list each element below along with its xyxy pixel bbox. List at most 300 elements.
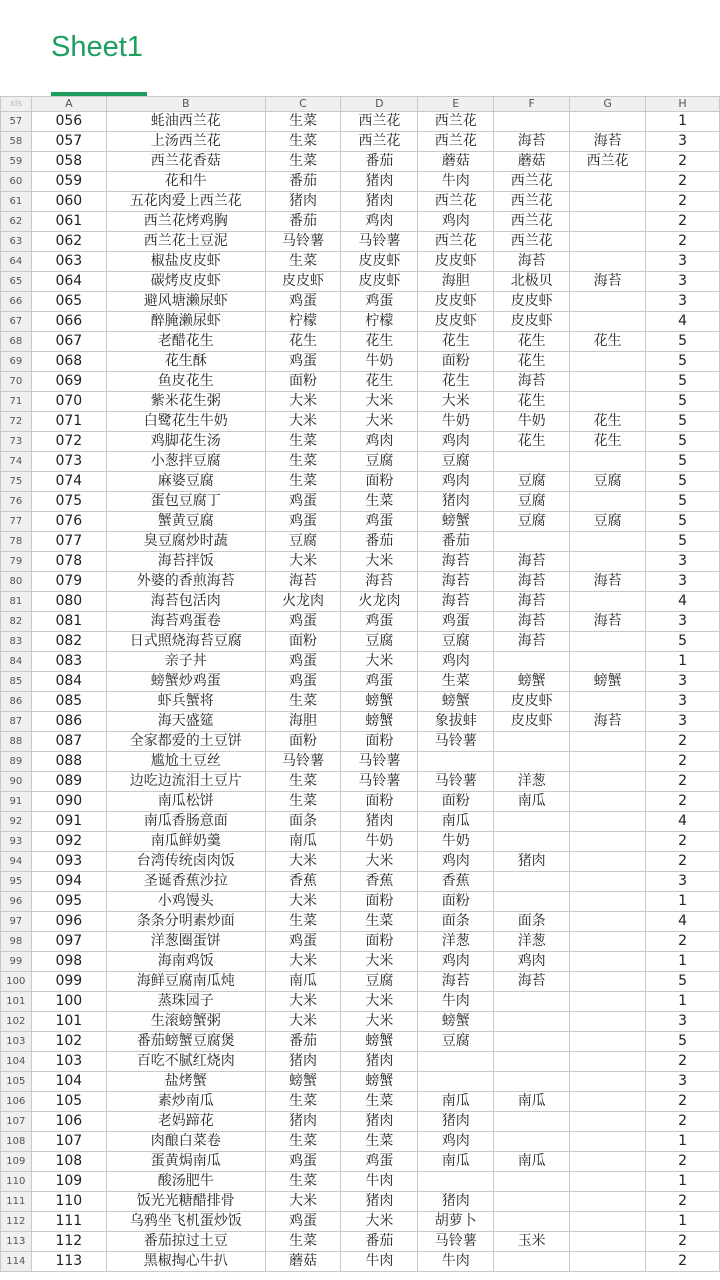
cell-f[interactable]: 面条 (494, 912, 570, 932)
cell-f[interactable] (494, 752, 570, 772)
cell-b[interactable]: 日式照烧海苔豆腐 (107, 632, 265, 652)
cell-d[interactable]: 面粉 (341, 792, 418, 812)
row-number[interactable]: 96 (1, 892, 32, 912)
cell-h[interactable]: 2 (646, 1052, 720, 1072)
cell-b[interactable]: 尴尬土豆丝 (107, 752, 265, 772)
cell-e[interactable]: 马铃薯 (418, 732, 494, 752)
cell-g[interactable] (570, 532, 646, 552)
cell-f[interactable] (494, 1212, 570, 1232)
row-number[interactable]: 80 (1, 572, 32, 592)
cell-g[interactable] (570, 1152, 646, 1172)
cell-e[interactable]: 西兰花 (418, 112, 494, 132)
cell-h[interactable]: 5 (646, 432, 720, 452)
cell-g[interactable] (570, 252, 646, 272)
row-number[interactable]: 77 (1, 512, 32, 532)
cell-e[interactable]: 象拔蚌 (418, 712, 494, 732)
row-number[interactable]: 105 (1, 1072, 32, 1092)
cell-f[interactable]: 西兰花 (494, 212, 570, 232)
cell-f[interactable]: 西兰花 (494, 172, 570, 192)
cell-a[interactable]: 070 (31, 392, 106, 412)
cell-c[interactable]: 大米 (265, 992, 341, 1012)
cell-b[interactable]: 全家都爱的土豆饼 (107, 732, 265, 752)
cell-h[interactable]: 1 (646, 952, 720, 972)
cell-d[interactable]: 大米 (341, 952, 418, 972)
row-number[interactable]: 94 (1, 852, 32, 872)
cell-e[interactable]: 牛奶 (418, 412, 494, 432)
cell-c[interactable]: 火龙肉 (265, 592, 341, 612)
cell-a[interactable]: 092 (31, 832, 106, 852)
cell-e[interactable]: 海苔 (418, 552, 494, 572)
cell-f[interactable] (494, 532, 570, 552)
cell-g[interactable]: 海苔 (570, 132, 646, 152)
cell-a[interactable]: 064 (31, 272, 106, 292)
cell-a[interactable]: 105 (31, 1092, 106, 1112)
cell-f[interactable] (494, 992, 570, 1012)
cell-b[interactable]: 蒸珠园子 (107, 992, 265, 1012)
cell-a[interactable]: 077 (31, 532, 106, 552)
row-number[interactable]: 58 (1, 132, 32, 152)
cell-g[interactable] (570, 852, 646, 872)
cell-g[interactable] (570, 1232, 646, 1252)
cell-e[interactable]: 南瓜 (418, 812, 494, 832)
cell-b[interactable]: 海南鸡饭 (107, 952, 265, 972)
cell-c[interactable]: 大米 (265, 952, 341, 972)
cell-e[interactable]: 西兰花 (418, 192, 494, 212)
cell-h[interactable]: 2 (646, 1192, 720, 1212)
cell-c[interactable]: 生菜 (265, 912, 341, 932)
row-number[interactable]: 74 (1, 452, 32, 472)
cell-g[interactable] (570, 292, 646, 312)
row-number[interactable]: 73 (1, 432, 32, 452)
cell-c[interactable]: 鸡蛋 (265, 292, 341, 312)
cell-h[interactable]: 3 (646, 872, 720, 892)
cell-d[interactable]: 柠檬 (341, 312, 418, 332)
cell-c[interactable]: 蘑菇 (265, 1252, 341, 1272)
cell-a[interactable]: 068 (31, 352, 106, 372)
cell-d[interactable]: 豆腐 (341, 972, 418, 992)
row-number[interactable]: 71 (1, 392, 32, 412)
cell-f[interactable]: 南瓜 (494, 792, 570, 812)
row-number[interactable]: 81 (1, 592, 32, 612)
cell-f[interactable]: 南瓜 (494, 1152, 570, 1172)
cell-g[interactable] (570, 1032, 646, 1052)
cell-a[interactable]: 086 (31, 712, 106, 732)
cell-g[interactable]: 豆腐 (570, 472, 646, 492)
row-number[interactable]: 93 (1, 832, 32, 852)
cell-d[interactable]: 马铃薯 (341, 752, 418, 772)
cell-h[interactable]: 5 (646, 492, 720, 512)
cell-g[interactable] (570, 1212, 646, 1232)
cell-g[interactable] (570, 192, 646, 212)
cell-d[interactable]: 螃蟹 (341, 1072, 418, 1092)
row-number[interactable]: 84 (1, 652, 32, 672)
cell-b[interactable]: 麻婆豆腐 (107, 472, 265, 492)
cell-d[interactable]: 牛奶 (341, 832, 418, 852)
cell-g[interactable]: 海苔 (570, 612, 646, 632)
cell-f[interactable]: 海苔 (494, 372, 570, 392)
cell-e[interactable]: 鸡肉 (418, 432, 494, 452)
cell-g[interactable]: 海苔 (570, 712, 646, 732)
cell-h[interactable]: 2 (646, 1252, 720, 1272)
cell-h[interactable]: 2 (646, 1092, 720, 1112)
spreadsheet-grid[interactable] (0, 96, 720, 1280)
cell-g[interactable] (570, 912, 646, 932)
cell-a[interactable]: 079 (31, 572, 106, 592)
cell-g[interactable] (570, 492, 646, 512)
cell-f[interactable]: 海苔 (494, 972, 570, 992)
cell-c[interactable]: 生菜 (265, 1092, 341, 1112)
cell-g[interactable] (570, 372, 646, 392)
cell-h[interactable]: 2 (646, 852, 720, 872)
cell-f[interactable]: 西兰花 (494, 192, 570, 212)
cell-d[interactable]: 番茄 (341, 152, 418, 172)
cell-g[interactable]: 花生 (570, 432, 646, 452)
cell-b[interactable]: 蚝油西兰花 (107, 112, 265, 132)
column-header-d[interactable]: D (341, 97, 418, 112)
cell-h[interactable]: 2 (646, 1112, 720, 1132)
row-number[interactable]: 61 (1, 192, 32, 212)
cell-c[interactable]: 猪肉 (265, 1112, 341, 1132)
cell-d[interactable]: 花生 (341, 372, 418, 392)
cell-g[interactable]: 西兰花 (570, 152, 646, 172)
cell-a[interactable]: 113 (31, 1252, 106, 1272)
cell-h[interactable]: 2 (646, 212, 720, 232)
cell-h[interactable]: 3 (646, 132, 720, 152)
cell-b[interactable]: 南瓜松饼 (107, 792, 265, 812)
cell-e[interactable]: 生菜 (418, 672, 494, 692)
cell-a[interactable]: 108 (31, 1152, 106, 1172)
cell-b[interactable]: 花生酥 (107, 352, 265, 372)
cell-d[interactable]: 猪肉 (341, 172, 418, 192)
cell-b[interactable]: 鱼皮花生 (107, 372, 265, 392)
cell-c[interactable]: 生菜 (265, 132, 341, 152)
cell-a[interactable]: 082 (31, 632, 106, 652)
cell-e[interactable]: 面粉 (418, 892, 494, 912)
row-number[interactable]: 103 (1, 1032, 32, 1052)
cell-e[interactable]: 豆腐 (418, 1032, 494, 1052)
column-header-f[interactable]: F (494, 97, 570, 112)
cell-b[interactable]: 百吃不腻红烧肉 (107, 1052, 265, 1072)
cell-h[interactable]: 4 (646, 312, 720, 332)
cell-d[interactable]: 马铃薯 (341, 232, 418, 252)
cell-c[interactable]: 猪肉 (265, 1052, 341, 1072)
cell-c[interactable]: 鸡蛋 (265, 1212, 341, 1232)
cell-g[interactable] (570, 792, 646, 812)
cell-a[interactable]: 062 (31, 232, 106, 252)
cell-b[interactable]: 饭光光糖醋排骨 (107, 1192, 265, 1212)
cell-g[interactable] (570, 112, 646, 132)
cell-e[interactable]: 皮皮虾 (418, 312, 494, 332)
row-number[interactable]: 92 (1, 812, 32, 832)
cell-a[interactable]: 080 (31, 592, 106, 612)
cell-b[interactable]: 紫米花生粥 (107, 392, 265, 412)
cell-h[interactable]: 2 (646, 932, 720, 952)
cell-e[interactable]: 鸡肉 (418, 652, 494, 672)
cell-d[interactable]: 生菜 (341, 1092, 418, 1112)
cell-f[interactable]: 海苔 (494, 252, 570, 272)
cell-b[interactable]: 西兰花烤鸡胸 (107, 212, 265, 232)
cell-a[interactable]: 066 (31, 312, 106, 332)
cell-d[interactable]: 鸡肉 (341, 432, 418, 452)
cell-g[interactable] (570, 992, 646, 1012)
cell-f[interactable] (494, 812, 570, 832)
cell-e[interactable]: 豆腐 (418, 452, 494, 472)
cell-c[interactable]: 鸡蛋 (265, 932, 341, 952)
cell-h[interactable]: 3 (646, 272, 720, 292)
cell-a[interactable]: 072 (31, 432, 106, 452)
cell-h[interactable]: 5 (646, 972, 720, 992)
cell-h[interactable]: 3 (646, 692, 720, 712)
row-number[interactable]: 86 (1, 692, 32, 712)
cell-b[interactable]: 蛋黄焗南瓜 (107, 1152, 265, 1172)
cell-a[interactable]: 075 (31, 492, 106, 512)
cell-e[interactable]: 牛奶 (418, 832, 494, 852)
row-number[interactable]: 112 (1, 1212, 32, 1232)
cell-d[interactable]: 大米 (341, 652, 418, 672)
cell-h[interactable]: 3 (646, 1012, 720, 1032)
cell-d[interactable]: 鸡蛋 (341, 672, 418, 692)
row-number[interactable]: 110 (1, 1172, 32, 1192)
cell-h[interactable]: 3 (646, 572, 720, 592)
cell-g[interactable] (570, 752, 646, 772)
cell-a[interactable]: 074 (31, 472, 106, 492)
cell-d[interactable]: 鸡蛋 (341, 292, 418, 312)
cell-e[interactable]: 面粉 (418, 352, 494, 372)
cell-f[interactable]: 玉米 (494, 1232, 570, 1252)
cell-g[interactable] (570, 172, 646, 192)
cell-c[interactable]: 皮皮虾 (265, 272, 341, 292)
cell-h[interactable]: 5 (646, 372, 720, 392)
row-number[interactable]: 75 (1, 472, 32, 492)
cell-h[interactable]: 5 (646, 532, 720, 552)
cell-d[interactable]: 螃蟹 (341, 692, 418, 712)
column-header-e[interactable]: E (418, 97, 494, 112)
cell-f[interactable]: 豆腐 (494, 512, 570, 532)
cell-f[interactable] (494, 1032, 570, 1052)
cell-b[interactable]: 肉酿白菜卷 (107, 1132, 265, 1152)
cell-c[interactable]: 生菜 (265, 1132, 341, 1152)
cell-h[interactable]: 3 (646, 1072, 720, 1092)
cell-d[interactable]: 螃蟹 (341, 712, 418, 732)
row-number[interactable]: 82 (1, 612, 32, 632)
cell-c[interactable]: 面粉 (265, 732, 341, 752)
cell-h[interactable]: 4 (646, 912, 720, 932)
cell-f[interactable]: 洋葱 (494, 772, 570, 792)
cell-a[interactable]: 085 (31, 692, 106, 712)
cell-f[interactable] (494, 732, 570, 752)
row-number[interactable]: 107 (1, 1112, 32, 1132)
cell-f[interactable] (494, 1252, 570, 1272)
cell-h[interactable]: 5 (646, 392, 720, 412)
cell-e[interactable]: 面粉 (418, 792, 494, 812)
cell-d[interactable]: 大米 (341, 412, 418, 432)
cell-a[interactable]: 059 (31, 172, 106, 192)
cell-c[interactable]: 鸡蛋 (265, 672, 341, 692)
cell-a[interactable]: 097 (31, 932, 106, 952)
cell-c[interactable]: 马铃薯 (265, 232, 341, 252)
cell-e[interactable]: 鸡肉 (418, 1132, 494, 1152)
cell-g[interactable] (570, 772, 646, 792)
cell-a[interactable]: 071 (31, 412, 106, 432)
cell-c[interactable]: 猪肉 (265, 192, 341, 212)
cell-c[interactable]: 鸡蛋 (265, 352, 341, 372)
cell-g[interactable] (570, 732, 646, 752)
cell-d[interactable]: 牛肉 (341, 1252, 418, 1272)
cell-c[interactable]: 花生 (265, 332, 341, 352)
cell-c[interactable]: 鸡蛋 (265, 1152, 341, 1172)
cell-b[interactable]: 蟹黄豆腐 (107, 512, 265, 532)
cell-g[interactable] (570, 312, 646, 332)
cell-c[interactable]: 生菜 (265, 772, 341, 792)
cell-g[interactable] (570, 652, 646, 672)
cell-h[interactable]: 5 (646, 412, 720, 432)
cell-h[interactable]: 5 (646, 632, 720, 652)
cell-a[interactable]: 087 (31, 732, 106, 752)
row-number[interactable]: 64 (1, 252, 32, 272)
cell-f[interactable]: 皮皮虾 (494, 312, 570, 332)
cell-g[interactable] (570, 1112, 646, 1132)
cell-h[interactable]: 5 (646, 452, 720, 472)
row-number[interactable]: 69 (1, 352, 32, 372)
row-number[interactable]: 102 (1, 1012, 32, 1032)
row-number[interactable]: 87 (1, 712, 32, 732)
cell-e[interactable]: 鸡肉 (418, 852, 494, 872)
cell-a[interactable]: 099 (31, 972, 106, 992)
cell-g[interactable]: 螃蟹 (570, 672, 646, 692)
cell-h[interactable]: 5 (646, 512, 720, 532)
cell-b[interactable]: 西兰花土豆泥 (107, 232, 265, 252)
cell-b[interactable]: 海苔鸡蛋卷 (107, 612, 265, 632)
cell-e[interactable]: 香蕉 (418, 872, 494, 892)
cell-f[interactable] (494, 1072, 570, 1092)
cell-c[interactable]: 大米 (265, 892, 341, 912)
cell-c[interactable]: 面粉 (265, 372, 341, 392)
cell-c[interactable]: 生菜 (265, 692, 341, 712)
row-number[interactable]: 91 (1, 792, 32, 812)
cell-a[interactable]: 110 (31, 1192, 106, 1212)
cell-e[interactable]: 南瓜 (418, 1092, 494, 1112)
cell-b[interactable]: 碳烤皮皮虾 (107, 272, 265, 292)
row-number[interactable]: 106 (1, 1092, 32, 1112)
row-number[interactable]: 113 (1, 1232, 32, 1252)
cell-d[interactable]: 香蕉 (341, 872, 418, 892)
cell-b[interactable]: 海苔包活肉 (107, 592, 265, 612)
cell-f[interactable] (494, 1012, 570, 1032)
cell-a[interactable]: 073 (31, 452, 106, 472)
cell-a[interactable]: 098 (31, 952, 106, 972)
cell-f[interactable]: 牛奶 (494, 412, 570, 432)
cell-f[interactable]: 皮皮虾 (494, 692, 570, 712)
cell-f[interactable] (494, 652, 570, 672)
cell-d[interactable]: 牛肉 (341, 1172, 418, 1192)
cell-a[interactable]: 081 (31, 612, 106, 632)
cell-f[interactable]: 花生 (494, 352, 570, 372)
cell-c[interactable]: 柠檬 (265, 312, 341, 332)
cell-e[interactable]: 牛肉 (418, 1252, 494, 1272)
cell-d[interactable]: 生菜 (341, 492, 418, 512)
cell-a[interactable]: 056 (31, 112, 106, 132)
cell-a[interactable]: 078 (31, 552, 106, 572)
cell-e[interactable]: 鸡肉 (418, 212, 494, 232)
column-header-a[interactable]: A (31, 97, 106, 112)
cell-a[interactable]: 084 (31, 672, 106, 692)
cell-h[interactable]: 2 (646, 772, 720, 792)
cell-g[interactable] (570, 932, 646, 952)
cell-d[interactable]: 生菜 (341, 912, 418, 932)
row-number[interactable]: 108 (1, 1132, 32, 1152)
cell-e[interactable]: 螃蟹 (418, 1012, 494, 1032)
cell-d[interactable]: 番茄 (341, 1232, 418, 1252)
cell-f[interactable]: 北极贝 (494, 272, 570, 292)
row-number[interactable]: 72 (1, 412, 32, 432)
row-number[interactable]: 101 (1, 992, 32, 1012)
cell-f[interactable]: 豆腐 (494, 472, 570, 492)
cell-c[interactable]: 鸡蛋 (265, 612, 341, 632)
cell-f[interactable] (494, 452, 570, 472)
cell-h[interactable]: 4 (646, 812, 720, 832)
cell-g[interactable] (570, 1132, 646, 1152)
cell-d[interactable]: 猪肉 (341, 192, 418, 212)
cell-b[interactable]: 生滚螃蟹粥 (107, 1012, 265, 1032)
row-number[interactable]: 70 (1, 372, 32, 392)
cell-f[interactable]: 南瓜 (494, 1092, 570, 1112)
row-number[interactable]: 63 (1, 232, 32, 252)
cell-h[interactable]: 2 (646, 232, 720, 252)
cell-e[interactable] (418, 1052, 494, 1072)
cell-h[interactable]: 2 (646, 1232, 720, 1252)
cell-h[interactable]: 4 (646, 592, 720, 612)
cell-h[interactable]: 1 (646, 1172, 720, 1192)
cell-h[interactable]: 3 (646, 672, 720, 692)
row-number[interactable]: 68 (1, 332, 32, 352)
cell-h[interactable]: 3 (646, 292, 720, 312)
cell-d[interactable]: 鸡蛋 (341, 1152, 418, 1172)
cell-h[interactable]: 5 (646, 332, 720, 352)
cell-h[interactable]: 2 (646, 1152, 720, 1172)
column-header-h[interactable]: H (646, 97, 720, 112)
cell-h[interactable]: 3 (646, 552, 720, 572)
cell-f[interactable] (494, 1192, 570, 1212)
cell-f[interactable]: 海苔 (494, 552, 570, 572)
cell-h[interactable]: 1 (646, 112, 720, 132)
row-number[interactable]: 85 (1, 672, 32, 692)
cell-h[interactable]: 1 (646, 1212, 720, 1232)
cell-e[interactable]: 洋葱 (418, 932, 494, 952)
cell-e[interactable]: 螃蟹 (418, 512, 494, 532)
cell-f[interactable] (494, 872, 570, 892)
cell-c[interactable]: 面粉 (265, 632, 341, 652)
cell-b[interactable]: 洋葱圈蛋饼 (107, 932, 265, 952)
cell-e[interactable] (418, 1172, 494, 1192)
cell-g[interactable]: 海苔 (570, 572, 646, 592)
cell-c[interactable]: 番茄 (265, 212, 341, 232)
cell-b[interactable]: 上汤西兰花 (107, 132, 265, 152)
cell-f[interactable]: 花生 (494, 332, 570, 352)
cell-f[interactable] (494, 1172, 570, 1192)
cell-d[interactable]: 番茄 (341, 532, 418, 552)
cell-g[interactable] (570, 1172, 646, 1192)
row-number[interactable]: 111 (1, 1192, 32, 1212)
cell-f[interactable]: 皮皮虾 (494, 712, 570, 732)
cell-g[interactable] (570, 232, 646, 252)
row-number[interactable]: 100 (1, 972, 32, 992)
cell-b[interactable]: 素炒南瓜 (107, 1092, 265, 1112)
cell-a[interactable]: 104 (31, 1072, 106, 1092)
cell-f[interactable] (494, 1132, 570, 1152)
cell-b[interactable]: 番茄掠过土豆 (107, 1232, 265, 1252)
cell-f[interactable] (494, 1112, 570, 1132)
cell-b[interactable]: 椒盐皮皮虾 (107, 252, 265, 272)
